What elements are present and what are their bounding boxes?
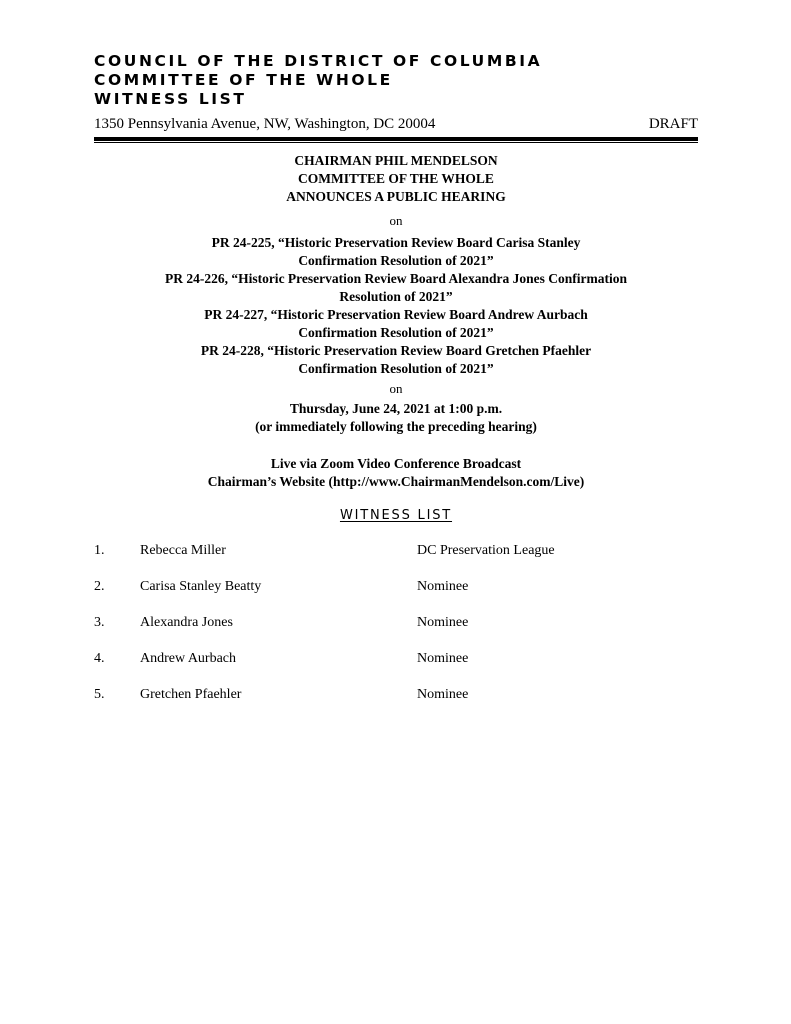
witness-row bbox=[94, 614, 698, 632]
witness-row bbox=[94, 542, 698, 560]
on-connector-2: on bbox=[389, 381, 403, 396]
committee-name: COMMITTEE OF THE WHOLE bbox=[94, 71, 393, 89]
on-connector-1: on bbox=[389, 213, 403, 228]
resolution-line: PR 24-228, “Historic Preservation Review Board Gretchen Pfaehler bbox=[200, 343, 592, 358]
witness-affiliation: Nominee bbox=[417, 615, 469, 630]
header-rule-thin bbox=[94, 142, 698, 143]
council-name: COUNCIL OF THE DISTRICT OF COLUMBIA bbox=[94, 52, 543, 70]
witness-affiliation: Nominee bbox=[417, 687, 469, 702]
witness-affiliation: Nominee bbox=[417, 579, 469, 594]
broadcast-block bbox=[94, 455, 698, 491]
broadcast-line: Live via Zoom Video Conference Broadcast bbox=[270, 456, 522, 471]
resolution-line: Confirmation Resolution of 2021” bbox=[298, 253, 494, 268]
letterhead bbox=[94, 52, 704, 109]
resolution-line: PR 24-227, “Historic Preservation Review Board Andrew Aurbach bbox=[204, 307, 588, 322]
hearing-date-block bbox=[94, 400, 698, 436]
witness-name: Rebecca Miller bbox=[140, 543, 226, 558]
website-line: Chairman’s Website (http://www.ChairmanMendelson.com/Live) bbox=[207, 474, 585, 489]
resolutions-block bbox=[94, 234, 698, 378]
witness-name: Carisa Stanley Beatty bbox=[140, 579, 262, 594]
witness-name: Andrew Aurbach bbox=[140, 651, 237, 666]
address-row bbox=[94, 115, 698, 133]
witness-list-heading-text: WITNESS LIST bbox=[339, 508, 453, 523]
resolution-line: Resolution of 2021” bbox=[339, 289, 453, 304]
witness-affiliation: DC Preservation League bbox=[417, 543, 555, 558]
witness-number: 1. bbox=[94, 543, 105, 558]
header-rule-thick bbox=[94, 137, 698, 141]
witness-row bbox=[94, 578, 698, 596]
hearing-date-note: (or immediately following the preceding hearing) bbox=[255, 419, 537, 434]
witness-name: Gretchen Pfaehler bbox=[140, 687, 242, 702]
resolution-line: PR 24-226, “Historic Preservation Review Board Alexandra Jones Confirmation bbox=[164, 271, 628, 286]
document-type: WITNESS LIST bbox=[94, 90, 247, 108]
resolution-line: PR 24-225, “Historic Preservation Review Board Carisa Stanley bbox=[211, 235, 581, 250]
hearing-date: Thursday, June 24, 2021 at 1:00 p.m. bbox=[289, 401, 503, 416]
witness-list-heading bbox=[94, 507, 698, 525]
chairman-line: CHAIRMAN PHIL MENDELSON bbox=[294, 153, 498, 168]
witness-number: 4. bbox=[94, 651, 105, 666]
witness-row bbox=[94, 650, 698, 668]
witness-number: 3. bbox=[94, 615, 105, 630]
address: 1350 Pennsylvania Avenue, NW, Washington, DC 20004 bbox=[94, 116, 436, 132]
draft-label: DRAFT bbox=[648, 116, 698, 132]
witness-number: 5. bbox=[94, 687, 105, 702]
witness-row bbox=[94, 686, 698, 704]
witness-number: 2. bbox=[94, 579, 105, 594]
witness-name: Alexandra Jones bbox=[140, 615, 233, 630]
announcement-heading bbox=[94, 152, 698, 206]
committee-line: COMMITTEE OF THE WHOLE bbox=[298, 171, 494, 186]
witness-affiliation: Nominee bbox=[417, 651, 469, 666]
resolution-line: Confirmation Resolution of 2021” bbox=[298, 361, 494, 376]
announces-line: ANNOUNCES A PUBLIC HEARING bbox=[286, 189, 506, 204]
resolution-line: Confirmation Resolution of 2021” bbox=[298, 325, 494, 340]
